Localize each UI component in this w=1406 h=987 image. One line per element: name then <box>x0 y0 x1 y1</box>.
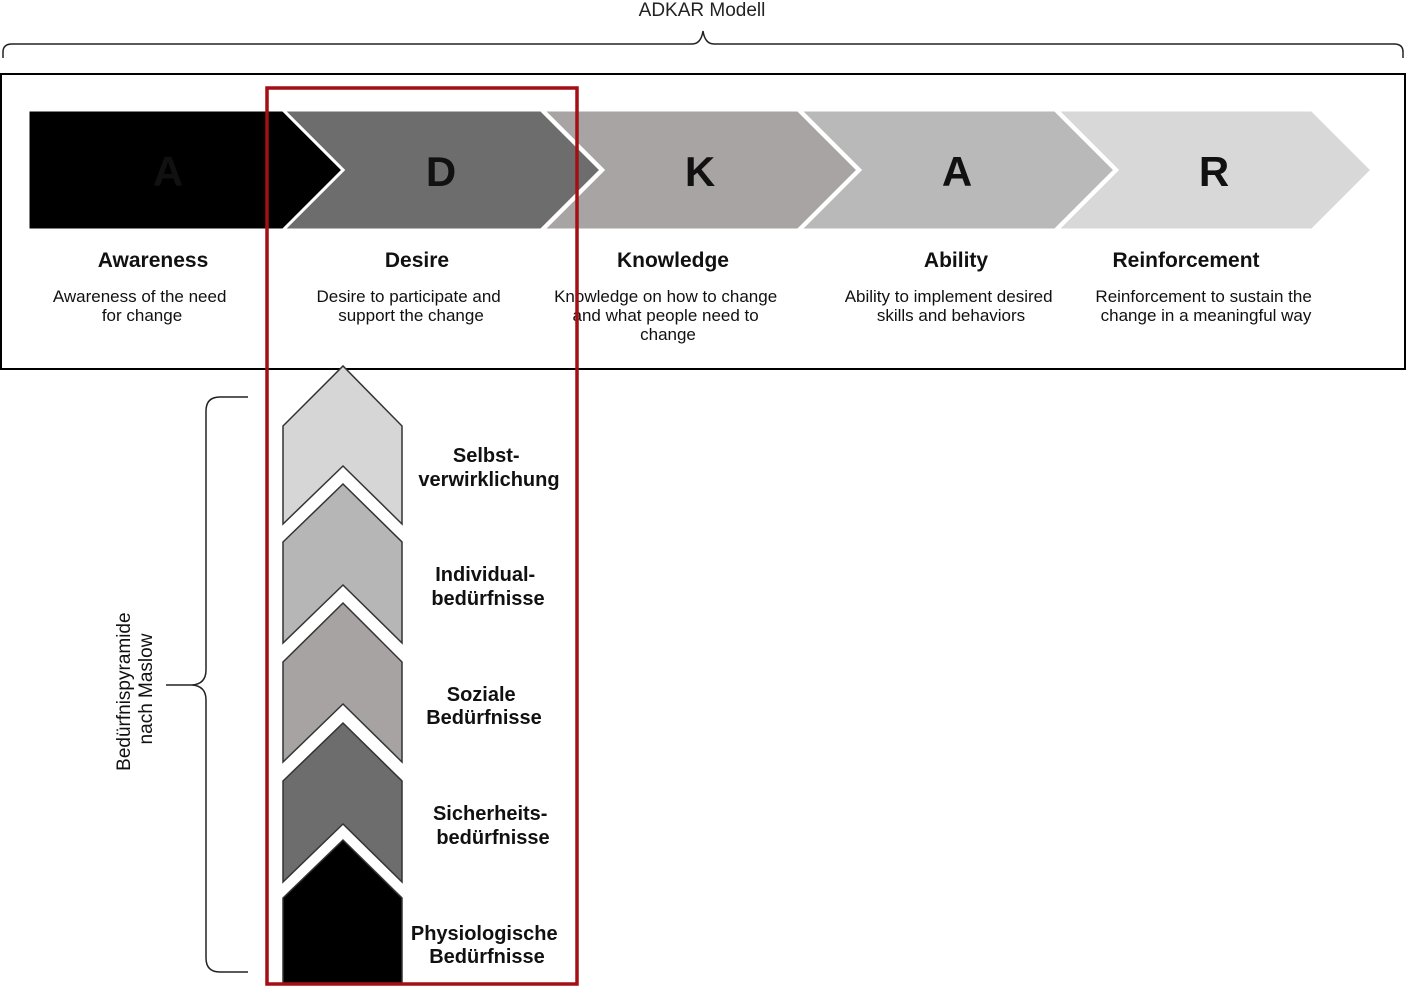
stage-letter-a2: A <box>941 148 973 195</box>
stage-desc-reinforcement: Reinforcement to sustain the change in a meaningful way <box>1095 287 1312 325</box>
maslow-label-physiologische: Physiologische Bedürfnisse <box>410 923 558 968</box>
maslow-label-sicherheitsbeduerfnisse: Sicherheits- bedürfnisse <box>432 803 550 849</box>
maslow-label-selbstverwirklichung: Selbst- verwirklichung <box>418 445 560 491</box>
stage-name-reinforcement: Reinforcement <box>1112 249 1260 272</box>
maslow-label-sozialebeduerfnisse: Soziale Bedürfnisse <box>426 684 542 729</box>
stage-name-knowledge: Knowledge <box>616 249 730 272</box>
stage-desc-knowledge: Knowledge on how to change and what people need to change <box>554 287 778 344</box>
stage-letter-d: D <box>425 148 457 195</box>
stage-name-awareness: Awareness <box>97 249 209 272</box>
maslow-side-brace <box>166 397 248 972</box>
stage-name-desire: Desire <box>384 249 450 272</box>
maslow-side-label: Bedürfnispyramide nach Maslow <box>114 612 157 771</box>
stage-desc-desire: Desire to participate and support the change <box>316 287 501 325</box>
adkar-title: ADKAR Modell <box>638 0 766 21</box>
adkar-top-brace <box>3 31 1403 58</box>
stage-name-ability: Ability <box>923 249 989 272</box>
stage-a1-chevron <box>28 110 343 230</box>
stage-letter-r: R <box>1198 148 1230 195</box>
stage-desc-ability: Ability to implement desired skills and behaviors <box>844 287 1053 325</box>
maslow-label-individualbeduerfnisse: Individual- bedürfnisse <box>431 564 545 610</box>
stage-desc-awareness: Awareness of the need for change <box>52 287 227 325</box>
stage-letter-k: K <box>684 148 716 195</box>
stage-letter-a1: A <box>152 148 184 195</box>
